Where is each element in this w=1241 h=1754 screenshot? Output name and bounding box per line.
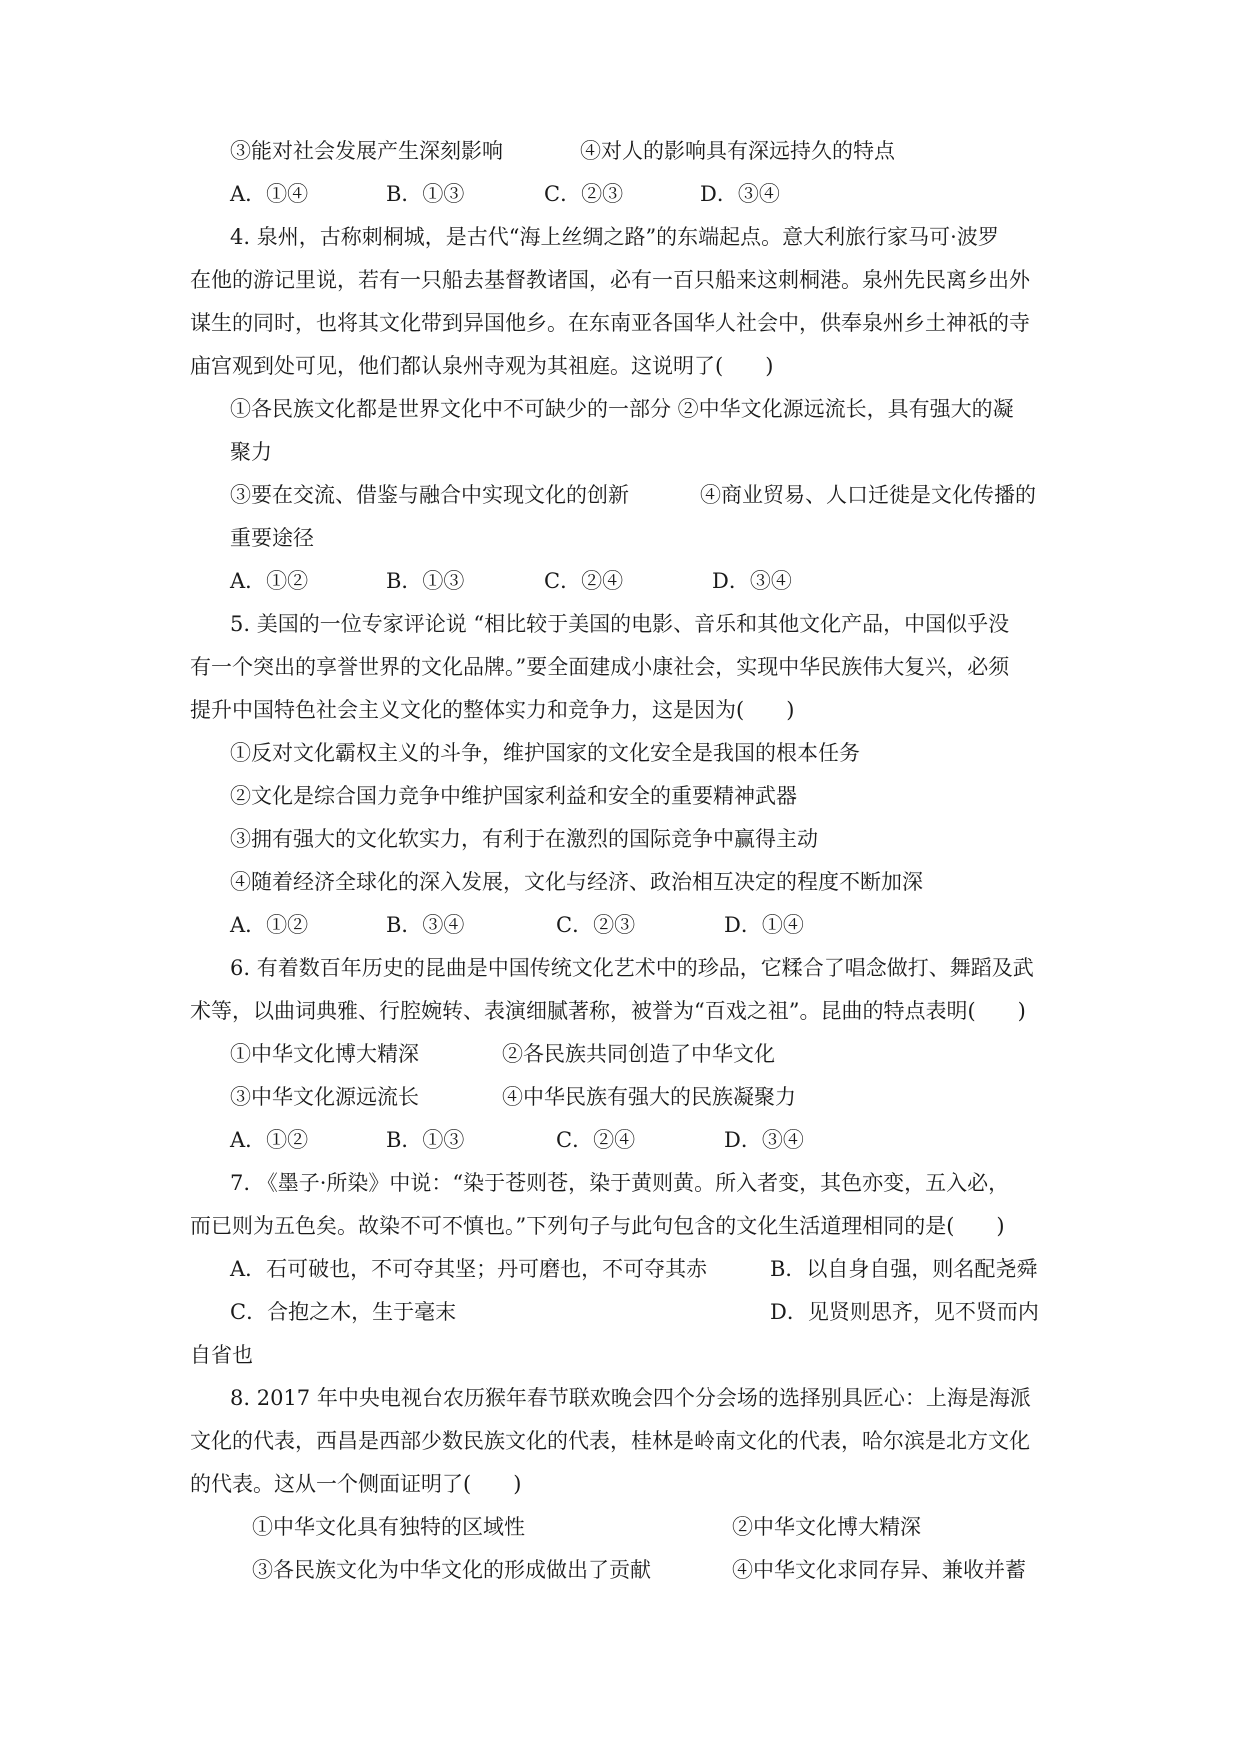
q4-choice-a: A．①②	[230, 569, 309, 593]
q4-options-line-1: ①各民族文化都是世界文化中不可缺少的一部分 ②中华文化源远流长，具有强大的凝	[230, 397, 1014, 421]
q6-choice-a: A．①②	[230, 1128, 309, 1152]
q4-stem-line-2: 在他的游记里说，若有一只船去基督教诸国，必有一百只船来这刺桐港。泉州先民离乡出外	[190, 268, 1030, 292]
q4-stem-line-4: 庙宫观到处可见，他们都认泉州寺观为其祖庭。这说明了( )	[190, 354, 774, 378]
q6-option-2: ②各民族共同创造了中华文化	[502, 1042, 775, 1066]
q5-choice-a: A．①②	[230, 913, 309, 937]
q5-option-4: ④随着经济全球化的深入发展，文化与经济、政治相互决定的程度不断加深	[230, 870, 923, 894]
q4-choice-b: B．①③	[386, 569, 465, 593]
q6-stem-line-2: 术等，以曲词典雅、行腔婉转、表演细腻著称，被誉为“百戏之祖”。昆曲的特点表明( )	[190, 999, 1026, 1023]
q8-stem-line-1: 8. 2017 年中央电视台农历猴年春节联欢晚会四个分会场的选择别具匠心：上海是海派	[230, 1386, 1031, 1410]
q5-option-3: ③拥有强大的文化软实力，有利于在激烈的国际竞争中赢得主动	[230, 827, 818, 851]
q7-option-a: A．石可破也，不可夺其坚；丹可磨也，不可夺其赤	[230, 1257, 708, 1281]
q4-options-line-4: 重要途径	[230, 526, 314, 550]
q8-option-4: ④中华文化求同存异、兼收并蓄	[732, 1558, 1026, 1582]
q5-choice-b: B．③④	[386, 913, 465, 937]
q3-choice-c: C．②③	[544, 182, 624, 206]
q3-option-3: ③能对社会发展产生深刻影响	[230, 139, 503, 163]
q3-choice-a: A．①④	[230, 182, 309, 206]
q4-stem-line-3: 谋生的同时，也将其文化带到异国他乡。在东南亚各国华人社会中，供奉泉州乡土神祇的寺	[190, 311, 1030, 335]
q5-choice-d: D．①④	[724, 913, 804, 937]
q4-option-4: ④商业贸易、人口迁徙是文化传播的	[700, 483, 1036, 507]
q8-stem-line-2: 文化的代表，西昌是西部少数民族文化的代表，桂林是岭南文化的代表，哈尔滨是北方文化	[190, 1429, 1030, 1453]
q6-choice-c: C．②④	[556, 1128, 636, 1152]
q4-choice-c: C．②④	[544, 569, 624, 593]
q3-option-4: ④对人的影响具有深远持久的特点	[580, 139, 895, 163]
q4-options-line-2: 聚力	[230, 440, 272, 464]
q8-option-2: ②中华文化博大精深	[732, 1515, 921, 1539]
q6-choice-d: D．③④	[724, 1128, 804, 1152]
q5-choice-c: C．②③	[556, 913, 636, 937]
q7-stem-line-2: 而已则为五色矣。故染不可不慎也。”下列句子与此句包含的文化生活道理相同的是( )	[190, 1214, 1005, 1238]
q5-option-2: ②文化是综合国力竞争中维护国家利益和安全的重要精神武器	[230, 784, 797, 808]
q6-option-4: ④中华民族有强大的民族凝聚力	[502, 1085, 796, 1109]
q6-stem-line-1: 6. 有着数百年历史的昆曲是中国传统文化艺术中的珍品，它糅合了唱念做打、舞蹈及武	[230, 956, 1034, 980]
q5-stem-line-1: 5. 美国的一位专家评论说 “相比较于美国的电影、音乐和其他文化产品，中国似乎没	[230, 612, 1010, 636]
q4-choice-d: D．③④	[712, 569, 792, 593]
q7-option-c: C．合抱之木，生于毫末	[230, 1300, 457, 1324]
q7-option-d-continued: 自省也	[190, 1343, 253, 1367]
q7-option-b: B．以自身自强，则名配尧舜	[770, 1257, 1038, 1281]
q6-option-3: ③中华文化源远流长	[230, 1085, 419, 1109]
q8-option-1: ①中华文化具有独特的区域性	[252, 1515, 525, 1539]
q4-option-3: ③要在交流、借鉴与融合中实现文化的创新	[230, 483, 629, 507]
q7-stem-line-1: 7. 《墨子·所染》中说：“染于苍则苍，染于黄则黄。所入者变，其色亦变，五入必，	[230, 1171, 1010, 1195]
q7-option-d: D．见贤则思齐，见不贤而内	[770, 1300, 1039, 1324]
q5-option-1: ①反对文化霸权主义的斗争，维护国家的文化安全是我国的根本任务	[230, 741, 860, 765]
q3-choice-d: D．③④	[700, 182, 780, 206]
q4-stem-line-1: 4. 泉州，古称刺桐城，是古代“海上丝绸之路”的东端起点。意大利旅行家马可·波罗	[230, 225, 999, 249]
q3-choice-b: B．①③	[386, 182, 465, 206]
q5-stem-line-2: 有一个突出的享誉世界的文化品牌。”要全面建成小康社会，实现中华民族伟大复兴，必须	[190, 655, 1010, 679]
q6-choice-b: B．①③	[386, 1128, 465, 1152]
q8-stem-line-3: 的代表。这从一个侧面证明了( )	[190, 1472, 522, 1496]
q6-option-1: ①中华文化博大精深	[230, 1042, 419, 1066]
q8-option-3: ③各民族文化为中华文化的形成做出了贡献	[252, 1558, 651, 1582]
q5-stem-line-3: 提升中国特色社会主义文化的整体实力和竞争力，这是因为( )	[190, 698, 795, 722]
